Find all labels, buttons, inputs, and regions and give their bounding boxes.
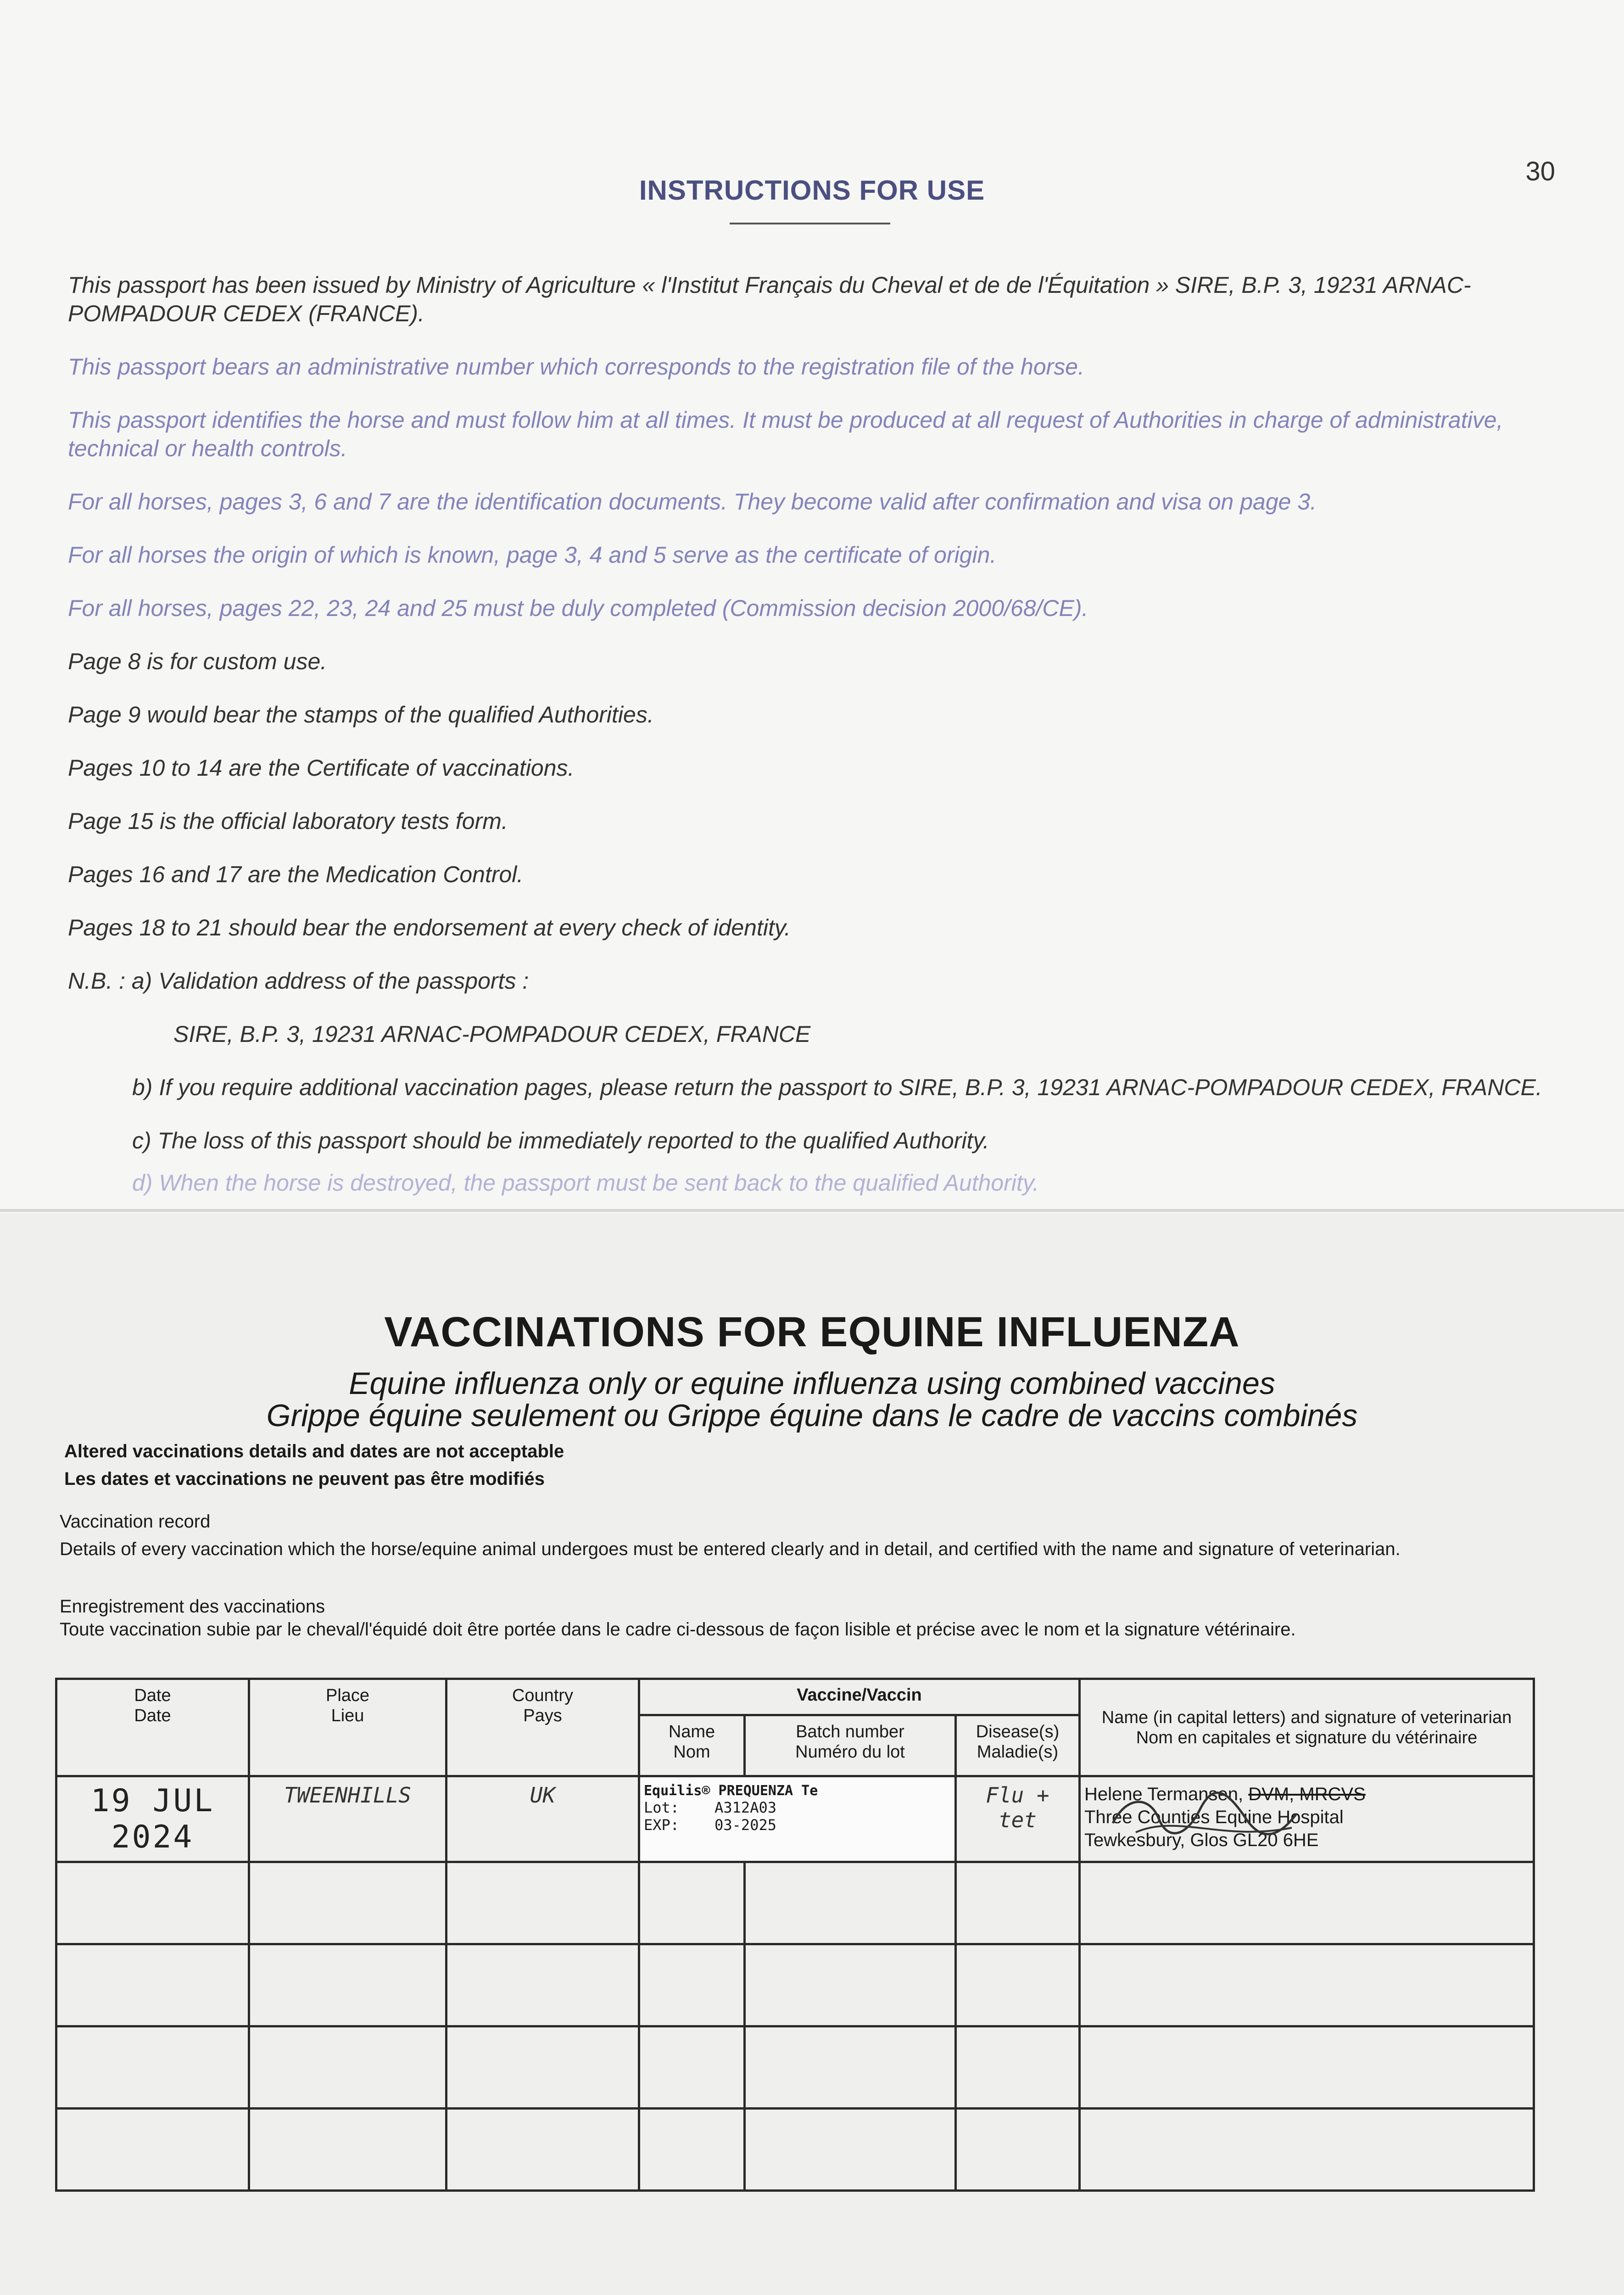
instruction-paragraph: Pages 10 to 14 are the Certificate of vaccinations.	[68, 755, 575, 781]
vet-qualifications: DVM, MRCVS	[1248, 1784, 1366, 1804]
entry-date: 19 JUL 2024	[56, 1776, 249, 1862]
vaccination-subtitle-en: Equine influenza only or equine influenza using combined vaccines	[349, 1366, 1275, 1401]
warning-fr: Les dates et vaccinations ne peuvent pas être modifiés	[64, 1469, 545, 1489]
record-fr-details: Toute vaccination subie par le cheval/l'équidé doit être portée dans le cadre ci-dessous de façon lisible et précise avec le nom et la signature vétérinaire.	[60, 1619, 1296, 1640]
instruction-paragraph: Page 8 is for custom use.	[68, 649, 327, 674]
header-disease: Disease(s) Maladie(s)	[956, 1715, 1080, 1776]
vaccine-product: Equilis® PREQUENZA Te	[644, 1783, 818, 1799]
vaccination-subtitle-fr: Grippe équine seulement ou Grippe équine dans le cadre de vaccins combinés	[266, 1398, 1358, 1433]
vet-practice: Three Counties Equine Hospital	[1084, 1807, 1344, 1827]
instructions-body	[68, 271, 1555, 1222]
nb-c: c) The loss of this passport should be immediately reported to the qualified Authority.	[132, 1128, 989, 1153]
instruction-paragraph: For all horses, pages 22, 23, 24 and 25 must be duly completed (Commission decision 2000/68/CE).	[68, 595, 1088, 621]
instruction-paragraph: Page 9 would bear the stamps of the qualified Authorities.	[68, 702, 654, 728]
instruction-paragraph: Pages 18 to 21 should bear the endorsement at every check of identity.	[68, 915, 791, 940]
header-vaccine: Vaccine/Vaccin	[639, 1679, 1080, 1715]
table-row	[56, 1776, 1534, 1862]
nb-d: d) When the horse is destroyed, the passport must be sent back to the qualified Authority.	[132, 1170, 1039, 1196]
instruction-paragraph: This passport identifies the horse and must follow him at all times. It must be produced at all request of Authorities in charge of administrative, technical or health controls.	[68, 407, 1503, 461]
instruction-paragraph: This passport bears an administrative number which corresponds to the registration file of the horse.	[68, 354, 1084, 380]
lot-number: A312A03	[714, 1799, 776, 1816]
nb-notes	[68, 967, 1555, 1197]
nb-a-line1: N.B. : a) Validation address of the passports :	[68, 968, 529, 994]
expiry-line: EXP: 03-2025	[644, 1816, 776, 1834]
header-vaccine-name: Name Nom	[639, 1715, 745, 1776]
header-veterinarian: Name (in capital letters) and signature of veterinarian Nom en capitales et signature du vétérinaire	[1080, 1679, 1534, 1776]
table-row	[56, 1862, 1534, 1944]
vaccination-table	[55, 1678, 1535, 2192]
header-country: Country Pays	[446, 1679, 639, 1776]
nb-b: b) If you require additional vaccination pages, please return the passport to SIRE, B.P. 3, 19231 ARNAC-POMPADOUR CEDEX, FRANCE.	[132, 1075, 1542, 1100]
header-batch: Batch number Numéro du lot	[745, 1715, 956, 1776]
record-fr-title: Enregistrement des vaccinations	[60, 1596, 325, 1617]
entry-place: TWEENHILLS	[249, 1776, 446, 1862]
expiry-date: 03-2025	[714, 1816, 776, 1834]
record-details: Details of every vaccination which the horse/equine animal undergoes must be entered clearly and in detail, and certified with the name and signature of veterinarian.	[60, 1539, 1401, 1559]
record-title: Vaccination record	[60, 1511, 211, 1532]
header-place: Place Lieu	[249, 1679, 446, 1776]
vaccine-batch-label	[639, 1776, 956, 1862]
nb-a-line2: SIRE, B.P. 3, 19231 ARNAC-POMPADOUR CEDEX, FRANCE	[173, 1021, 811, 1047]
instruction-paragraph: Page 15 is the official laboratory tests form.	[68, 808, 508, 834]
table-row	[56, 2026, 1534, 2109]
warning-en: Altered vaccinations details and dates are not acceptable	[64, 1441, 564, 1461]
table-header-row	[56, 1679, 1534, 1715]
instruction-paragraph: For all horses the origin of which is known, page 3, 4 and 5 serve as the certificate of origin.	[68, 542, 997, 568]
signature-scribble	[1108, 1786, 1301, 1842]
vet-address: Tewkesbury, Glos GL20 6HE	[1084, 1830, 1319, 1850]
veterinarian-stamp	[1080, 1776, 1534, 1862]
instruction-paragraph: This passport has been issued by Ministry of Agriculture « l'Institut Français du Cheval et de de l'Équitation » SIRE, B.P. 3, 19231 ARNAC-POMPADOUR CEDEX (FRANCE).	[68, 272, 1471, 326]
instruction-paragraph: Pages 16 and 17 are the Medication Control.	[68, 862, 524, 887]
entry-country: UK	[446, 1776, 639, 1862]
table-row	[56, 2109, 1534, 2191]
instructions-title: INSTRUCTIONS FOR USE	[639, 175, 985, 206]
entry-disease: Flu + tet	[956, 1776, 1080, 1862]
title-underline	[730, 223, 890, 224]
page-number: 30	[1525, 157, 1555, 186]
vet-name: Helene Termansen,	[1084, 1784, 1244, 1804]
table-row	[56, 1944, 1534, 2026]
header-date: Date Date	[56, 1679, 249, 1776]
instruction-paragraph: For all horses, pages 3, 6 and 7 are the identification documents. They become valid after confirmation and visa on page 3.	[68, 489, 1317, 515]
lot-line: Lot: A312A03	[644, 1799, 776, 1816]
vaccination-title: VACCINATIONS FOR EQUINE INFLUENZA	[384, 1309, 1240, 1355]
